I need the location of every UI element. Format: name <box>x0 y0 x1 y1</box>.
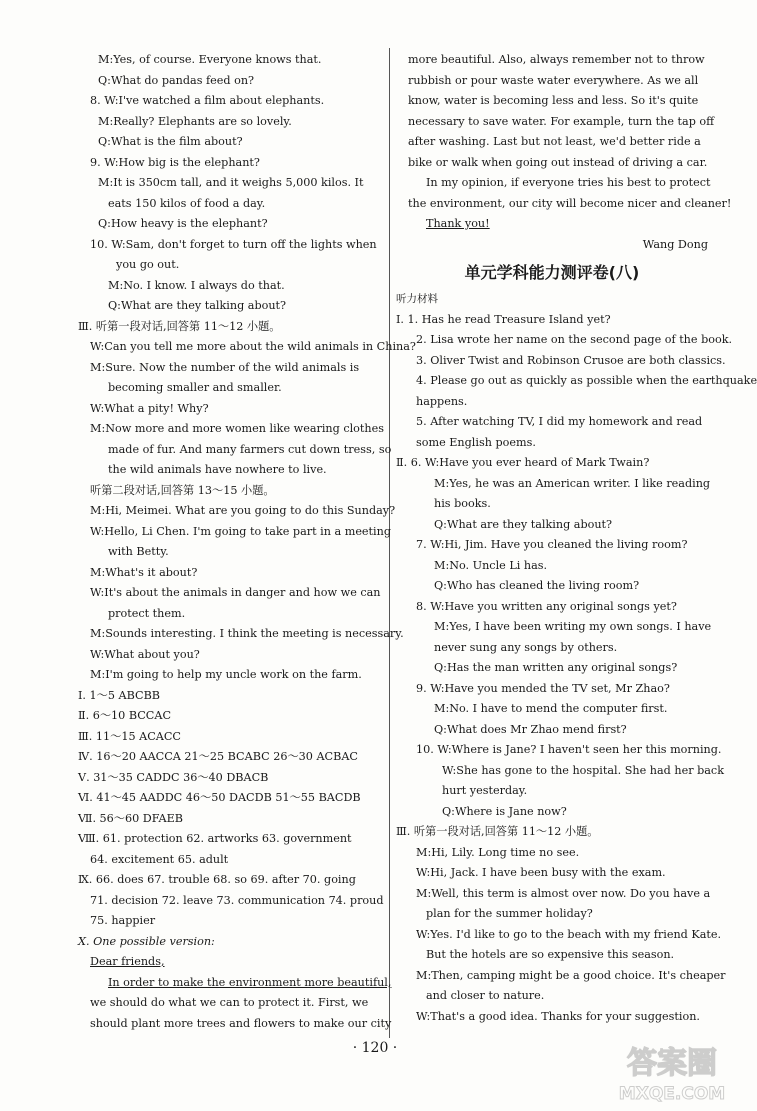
right-text-line: never sung any songs by others. <box>434 640 618 654</box>
right-text-line: some English poems. <box>416 435 536 449</box>
left-text-line: 听第二段对话,回答第 13～15 小题。 <box>90 483 275 497</box>
right-text-line: and closer to nature. <box>426 989 545 1002</box>
right-text-line: Q:Who has cleaned the living room? <box>434 579 640 592</box>
right-text-line: necessary to save water. For example, turn the tap off <box>408 114 715 128</box>
left-column <box>78 50 416 1034</box>
left-text-line: M:Hi, Meimei. What are you going to do this Sunday? <box>90 504 396 517</box>
right-text-line: more beautiful. Also, always remember not to throw <box>408 53 705 66</box>
column-divider <box>389 48 390 1038</box>
left-text-line: M:What's it about? <box>90 565 198 579</box>
left-text-line: Ⅹ. One possible version: <box>78 934 215 948</box>
left-text-line: the wild animals have nowhere to live. <box>108 463 327 476</box>
right-text-line: Q:What are they talking about? <box>434 517 613 531</box>
left-text-line: you go out. <box>116 258 180 271</box>
left-text-line: W:Can you tell me more about the wild animals in China? <box>90 340 416 353</box>
left-text-line: M:Sounds interesting. I think the meeting is necessary. <box>90 627 404 640</box>
left-text-line: 75. happier <box>90 914 156 927</box>
right-text-line: Q:Has the man written any original songs? <box>434 661 678 674</box>
right-text-line: his books. <box>434 497 491 510</box>
left-text-line: 64. excitement 65. adult <box>90 852 229 866</box>
left-text-line: 71. decision 72. leave 73. communication 74. proud <box>90 893 384 907</box>
right-text-line: W:Yes. I'd like to go to the beach with my friend Kate. <box>416 927 722 941</box>
left-text-line: In order to make the environment more beautiful, <box>108 975 392 989</box>
left-text-line: Ⅰ. 1～5 ABCBB <box>78 688 161 702</box>
right-text-line: 4. Please go out as quickly as possible when the earthquake <box>416 374 757 387</box>
watermark-logo <box>602 1037 742 1107</box>
left-text-line: 9. W:How big is the elephant? <box>90 155 260 169</box>
right-text-line: 听力材料 <box>396 293 438 305</box>
right-text-line: Q:Where is Jane now? <box>442 804 567 818</box>
left-text-line: M:Yes, of course. Everyone knows that. <box>98 53 322 66</box>
right-text-line: W:She has gone to the hospital. She had her back <box>442 763 724 777</box>
left-text-line: should plant more trees and flowers to make our city <box>90 1016 392 1030</box>
right-text-line: the environment, our city will become nicer and cleaner! <box>408 196 732 210</box>
left-text-line: eats 150 kilos of food a day. <box>108 196 266 210</box>
left-text-line: W:It's about the animals in danger and how we can <box>90 586 381 599</box>
right-text-line: M:Well, this term is almost over now. Do you have a <box>416 886 711 900</box>
right-text-line: 3. Oliver Twist and Robinson Crusoe are both classics. <box>416 353 726 367</box>
left-text-line: Ⅷ. 61. protection 62. artworks 63. government <box>78 832 352 845</box>
left-text-line: Q:What are they talking about? <box>108 299 287 312</box>
right-text-line: M:Yes, he was an American writer. I like reading <box>434 476 711 490</box>
left-text-line: Ⅸ. 66. does 67. trouble 68. so 69. after 70. going <box>78 873 356 886</box>
right-text-line: 单元学科能力测评卷(八) <box>464 263 640 282</box>
left-text-line: M:I'm going to help my uncle work on the farm. <box>90 668 362 681</box>
left-text-line: M:No. I know. I always do that. <box>108 278 285 292</box>
left-text-line: Ⅳ. 16～20 AACCA 21～25 BCABC 26～30 ACBAC <box>78 750 358 763</box>
right-text-line: In my opinion, if everyone tries his best to protect <box>426 176 711 189</box>
right-text-line: 7. W:Hi, Jim. Have you cleaned the living room? <box>416 538 688 551</box>
right-text-line: 8. W:Have you written any original songs yet? <box>416 599 677 613</box>
left-text-line: Q:What do pandas feed on? <box>98 73 255 87</box>
right-text-line: W:Hi, Jack. I have been busy with the exam. <box>416 866 666 879</box>
left-text-line: Ⅵ. 41～45 AADDC 46～50 DACDB 51～55 BACDB <box>78 791 361 804</box>
right-text-line: M:No. Uncle Li has. <box>434 558 548 572</box>
right-text-line: M:No. I have to mend the computer first. <box>434 702 668 715</box>
watermark-url: MXQE.COM <box>618 1084 726 1104</box>
left-text-line: Q:What is the film about? <box>98 135 243 148</box>
left-text-line: M:Sure. Now the number of the wild animals is <box>90 360 360 374</box>
left-text-line: W:What about you? <box>90 647 200 661</box>
left-text-line: made of fur. And many farmers cut down tress, so <box>108 442 392 456</box>
left-text-line: 8. W:I've watched a film about elephants. <box>90 94 325 107</box>
right-text-line: happens. <box>416 394 468 408</box>
right-text-line: 5. After watching TV, I did my homework and read <box>416 415 703 428</box>
right-text-line: Ⅱ. 6. W:Have you ever heard of Mark Twain? <box>396 456 650 469</box>
left-text-line: Ⅱ. 6～10 BCCAC <box>78 709 172 722</box>
right-text-line: M:Hi, Lily. Long time no see. <box>416 845 580 859</box>
right-column <box>396 50 757 1027</box>
right-text-line: M:Yes, I have been writing my own songs. I have <box>434 620 712 633</box>
left-text-line: becoming smaller and smaller. <box>108 381 282 394</box>
left-text-line: 10. W:Sam, don't forget to turn off the lights when <box>90 237 377 251</box>
left-text-line: Ⅲ. 11～15 ACACC <box>78 729 181 743</box>
left-text-line: M:Really? Elephants are so lovely. <box>98 114 292 128</box>
page-number: · 120 · <box>352 1040 398 1056</box>
right-text-line: Thank you! <box>426 217 490 230</box>
right-text-line: 9. W:Have you mended the TV set, Mr Zhao? <box>416 681 670 695</box>
right-text-line: Q:What does Mr Zhao mend first? <box>434 722 627 736</box>
right-text-line: plan for the summer holiday? <box>426 907 593 920</box>
left-text-line: with Betty. <box>108 545 169 558</box>
right-text-line: Wang Dong <box>642 237 708 251</box>
left-text-line: W:Hello, Li Chen. I'm going to take part in a meeting <box>90 524 391 538</box>
left-text-line: Dear friends, <box>90 955 165 968</box>
right-text-line: rubbish or pour waste water everywhere. As we all <box>408 73 699 87</box>
left-text-line: W:What a pity! Why? <box>90 401 209 415</box>
right-text-line: hurt yesterday. <box>442 784 528 797</box>
right-text-line: after washing. Last but not least, we'd better ride a <box>408 135 701 148</box>
left-text-line: we should do what we can to protect it. First, we <box>90 996 369 1009</box>
right-text-line: know, water is becoming less and less. So it's quite <box>408 94 699 107</box>
right-text-line: But the hotels are so expensive this season. <box>426 948 675 961</box>
left-text-line: Ⅶ. 56～60 DFAEB <box>78 811 183 825</box>
left-text-line: Ⅴ. 31～35 CADDC 36～40 DBACB <box>78 770 269 784</box>
left-text-line: Ⅲ. 听第一段对话,回答第 11～12 小题。 <box>78 319 281 333</box>
right-text-line: Ⅰ. 1. Has he read Treasure Island yet? <box>396 312 611 326</box>
left-text-line: protect them. <box>108 606 186 620</box>
right-text-line: 10. W:Where is Jane? I haven't seen her this morning. <box>416 743 722 756</box>
right-text-line: bike or walk when going out instead of driving a car. <box>408 155 708 169</box>
right-text-line: 2. Lisa wrote her name on the second page of the book. <box>416 333 733 346</box>
left-text-line: M:Now more and more women like wearing clothes <box>90 422 384 435</box>
left-text-line: Q:How heavy is the elephant? <box>98 217 268 230</box>
right-text-line: Ⅲ. 听第一段对话,回答第 11～12 小题。 <box>396 825 599 838</box>
left-text-line: M:It is 350cm tall, and it weighs 5,000 kilos. It <box>98 176 364 189</box>
right-text-line: W:That's a good idea. Thanks for your suggestion. <box>416 1009 700 1023</box>
watermark-text: 答案圈 <box>627 1046 717 1081</box>
right-text-line: M:Then, camping might be a good choice. It's cheaper <box>416 968 726 982</box>
